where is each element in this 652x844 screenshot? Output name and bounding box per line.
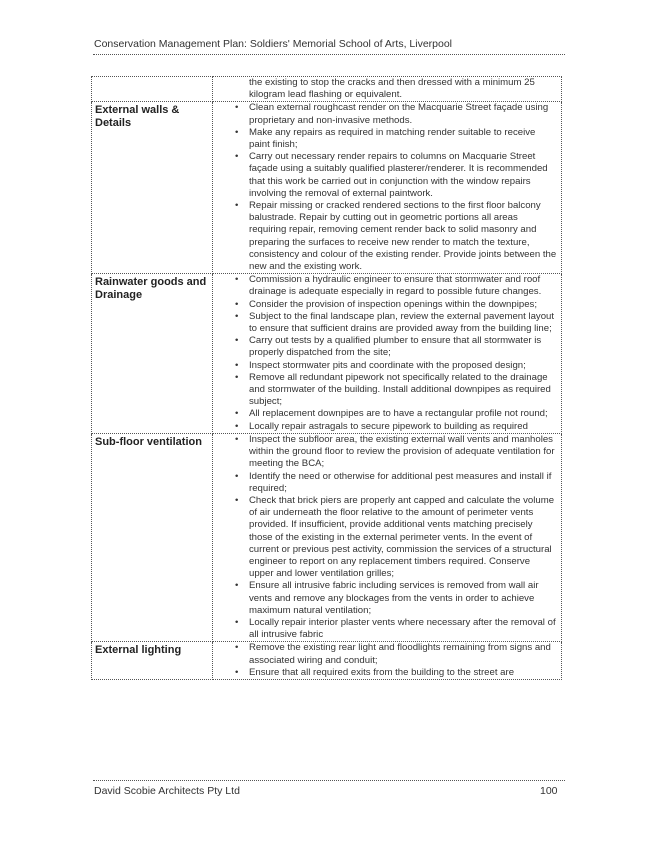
table-row [92,433,562,641]
row-label [92,77,213,102]
row-label: Sub-floor ventilation [92,433,213,641]
bullet-list [213,642,561,679]
list-item: • Clean external roughcast render on the Macquarie Street façade using proprietary and non-invasive methods. [213,102,557,126]
list-item: • Carry out necessary render repairs to columns on Macquarie Street façade using a suitably qualified plasterer/renderer. It is recommended that this work be carried out in conjunction with the window repairs involving the removal of external paintwork. [213,151,557,200]
list-item: • Inspect stormwater pits and coordinate with the proposed design; [213,360,557,372]
list-item: • Repair missing or cracked rendered sections to the first floor balcony balustrade. Repair by cutting out in geometric portions all areas requiring repair, removing cement render back to solid masonry and preparing the surfaces to receive new render to match the texture, consistency and colour of the existing render. Provide joints between the new and the existing work. [213,200,557,273]
row-content [213,433,562,641]
row-label: External lighting [92,642,213,680]
row-content [213,102,562,274]
row-label: External walls & Details [92,102,213,274]
list-item: • Check that brick piers are properly ant capped and calculate the volume of air underneath the floor relative to the amount of perimeter vents provided. If insufficient, provide additional vents matching precisely those of the existing in the external perimeter vents. In the event of current or previous pest activity, commission the services of a structural engineer to report on any replacement timbers required. Conserve upper and lower ventilation grilles; [213,495,557,580]
bullet-list [213,274,561,433]
list-item: • Locally repair astragals to secure pipework to building as required [213,421,557,433]
list-item: • All replacement downpipes are to have a rectangular profile not round; [213,408,557,420]
page-header-title: Conservation Management Plan: Soldiers' Memorial School of Arts, Liverpool [94,38,453,50]
table-row [92,274,562,434]
list-item: • Identify the need or otherwise for additional pest measures and install if required; [213,471,557,495]
row-label: Rainwater goods and Drainage [92,274,213,434]
page-number: 100 [540,785,558,797]
table-row [92,102,562,274]
list-item: • Ensure all intrusive fabric including services is removed from wall air vents and remove any blockages from the vents in order to achieve maximum natural ventilation; [213,580,557,617]
table-row [92,642,562,680]
footer-divider [93,780,565,781]
list-item: • Make any repairs as required in matching render suitable to receive paint finish; [213,127,557,151]
bullet-list [213,102,561,273]
footer-company-name: David Scobie Architects Pty Ltd [94,785,240,797]
list-item: • Locally repair interior plaster vents where necessary after the removal of all intrusive fabric [213,617,557,641]
list-item: • Consider the provision of inspection openings within the downpipes; [213,299,557,311]
list-item: • Subject to the final landscape plan, review the external pavement layout to ensure that sufficient drains are provided away from the building line; [213,311,557,335]
list-item: • Inspect the subfloor area, the existing external wall vents and manholes within the ground floor to review the provision of adequate ventilation for meeting the BCA; [213,434,557,471]
list-item: • Ensure that all required exits from the building to the street are [213,667,557,679]
list-item: • Remove the existing rear light and floodlights remaining from signs and associated wiring and conduit; [213,642,557,666]
header-divider [93,54,565,55]
row-content [213,642,562,680]
bullet-list [213,434,561,641]
table-row [92,77,562,102]
continuation-text: the existing to stop the cracks and then dressed with a minimum 25 kilogram lead flashing or equivalent. [249,77,535,101]
list-item: • Remove all redundant pipework not specifically related to the drainage and stormwater of the building. Install additional downpipes as required subject; [213,372,557,409]
conservation-works-table [91,76,562,680]
row-content [213,77,562,102]
list-item: • Carry out tests by a qualified plumber to ensure that all stormwater is properly dispatched from the site; [213,335,557,359]
row-content [213,274,562,434]
list-item: • Commission a hydraulic engineer to ensure that stormwater and roof drainage is adequate especially in regard to possible future changes. [213,274,557,298]
